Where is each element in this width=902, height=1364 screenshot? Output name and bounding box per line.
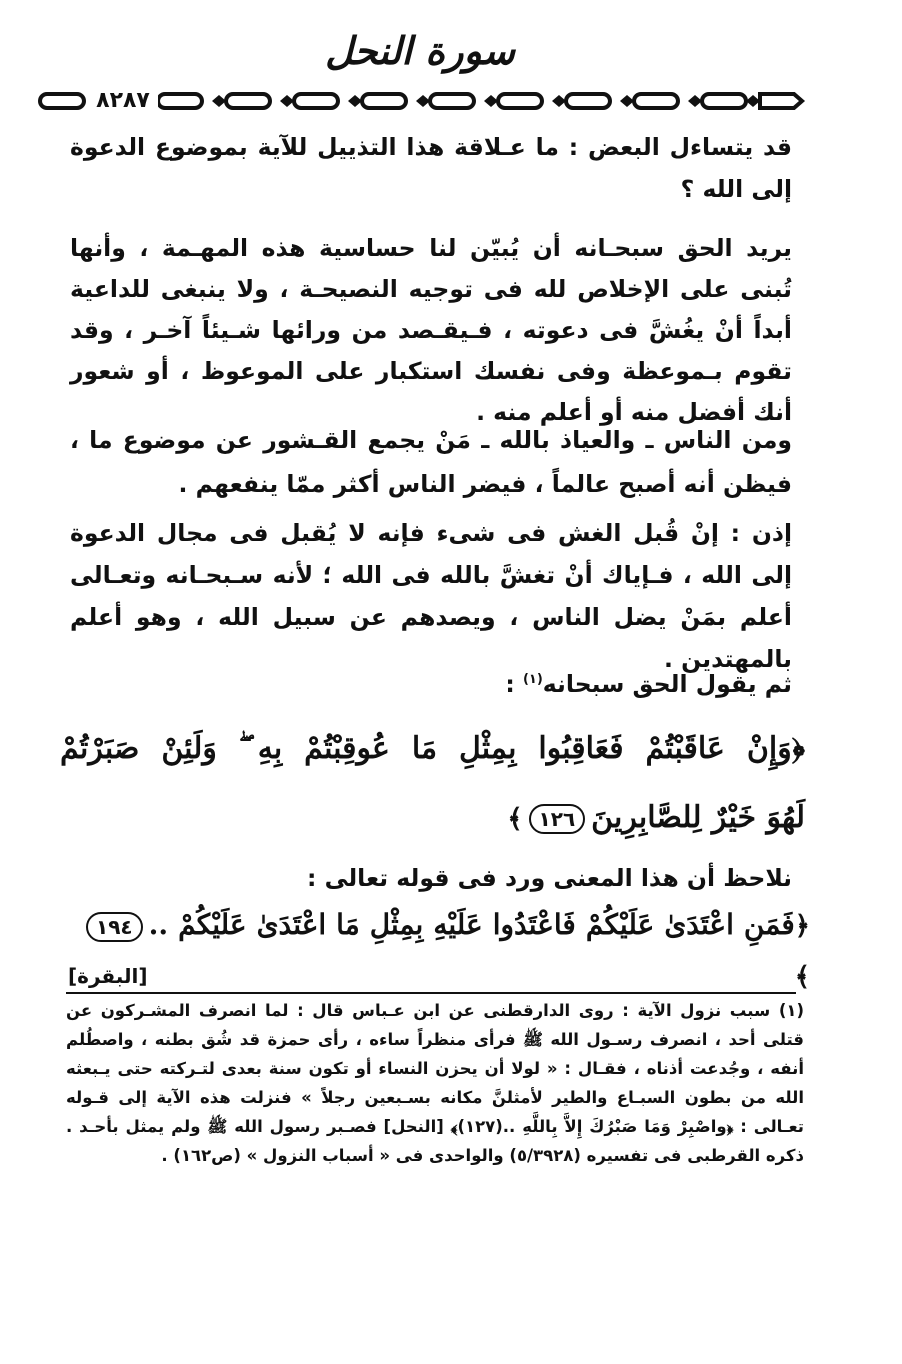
intro-colon: : — [505, 670, 523, 698]
footnote-ref: (١) — [522, 672, 543, 687]
intro-verse-text: ثم يقول الحق سبحانه — [542, 670, 792, 698]
footnote-separator — [66, 992, 796, 994]
ayah-number-126: ١٢٦ — [529, 804, 586, 834]
paragraph-conclusion: إذن : إنْ قُبل الغش فى شىء فإنه لا يُقبل فى مجال الدعوة إلى الله ، فـإياك أنْ تغشَّ بالله فى الله ؛ لأنه سـبحـانه وتعـالى أعلم بمَنْ يضل الناس ، ويصدهم عن سبيل الله ، وهو أعلم بالمهتدين . — [70, 519, 792, 673]
verse-194-text: فَمَنِ اعْتَدَىٰ عَلَيْكُمْ فَاعْتَدُوا عَلَيْهِ بِمِثْلِ مَا اعْتَدَىٰ عَلَيْكُمْ .. — [148, 908, 795, 941]
paragraph-sincerity: يريد الحق سبحـانه أن يُبيّن لنا حساسية هذه المهـمة ، وأنها تُبنى على الإخلاص لله فى توجيه النصيحـة ، ولا ينبغى للداعية أبداً أنْ يغُشَّ فى دعوته ، فـيقـصد من ورائها شـيئاً آخـر ، وقد تقوم بـموعظة وفى نفسك استكبار على الموعوظ ، أو شعور أنك أفضل منه أو أعلم منه . — [70, 234, 792, 426]
footnote-text: سبب نزول الآية : روى الدارقطنى عن ابن عـباس قال : لما انصرف المشـركون عن قتلى أحد ، انصرف رسـول الله ﷺ فرأى منظراً ساءه ، رأى حمزة قد شُق بطنه ، واصطُلم أنفه ، وجُدعت أذناه ، فقـال : « لولا أن يحزن النساء أو تكون سنة بعدى لتـركته حتى يـبعثه الله من بطون السبـاع والطير لأمثلنَّ مكانه بسـبعين رجلاً » فنزلت هذه الآية إلى قـوله تعـالى : ﴿واصْبِرْ وَمَا صَبْرُكَ إِلاَّ بِاللَّهِ ..(١٢٧)﴾ [النحل] فصـبر رسول الله ﷺ ولم يمثل بأحـد . ذكره القرطبى فى تفسيره (٥/٣٩٢٨) والواحدى فى « أسباب النزول » (ص١٦٢) . — [66, 1001, 804, 1165]
verse-126-line-2 — [60, 793, 805, 844]
surah-title: سورة النحل — [325, 28, 515, 73]
ayah-number-194: ١٩٤ — [86, 912, 143, 942]
verse-126-line-1: ﴿وَإِنْ عَاقَبْتُمْ فَعَاقِبُوا بِمِثْلِ مَا عُوقِبْتُمْ بِهِ ۖ وَلَئِنْ صَبَرْتُمْ — [60, 731, 805, 766]
footnote — [66, 996, 804, 1170]
verse-close-bracket: ﴾ — [507, 804, 523, 834]
verse-close-bracket: ﴾ — [794, 962, 810, 992]
paragraph-note: نلاحظ أن هذا المعنى ورد فى قوله تعالى : — [307, 864, 792, 892]
page-number: ٨٢٨٧ — [88, 88, 158, 114]
verse-194 — [80, 900, 810, 1002]
paragraph-intro-verse — [70, 660, 792, 704]
paragraph-question: قد يتساءل البعض : ما عـلاقة هذا التذييل للآية بموضوع الدعوة إلى الله ؟ — [70, 133, 792, 203]
verse-open-bracket: ﴿ — [794, 911, 810, 941]
paragraph-superficial: ومن الناس ـ والعياذ بالله ـ مَنْ يجمع القـشور عن موضوع ما ، فيظن أنه أصبح عالماً ، فيضر الناس أكثر ممّا ينفعهم . — [70, 426, 792, 498]
surah-reference: [البقرة] — [68, 964, 148, 988]
verse-126-text: لَهُوَ خَيْرٌ لِلصَّابِرِينَ — [591, 800, 805, 835]
footnote-marker: (١) — [778, 1001, 804, 1020]
